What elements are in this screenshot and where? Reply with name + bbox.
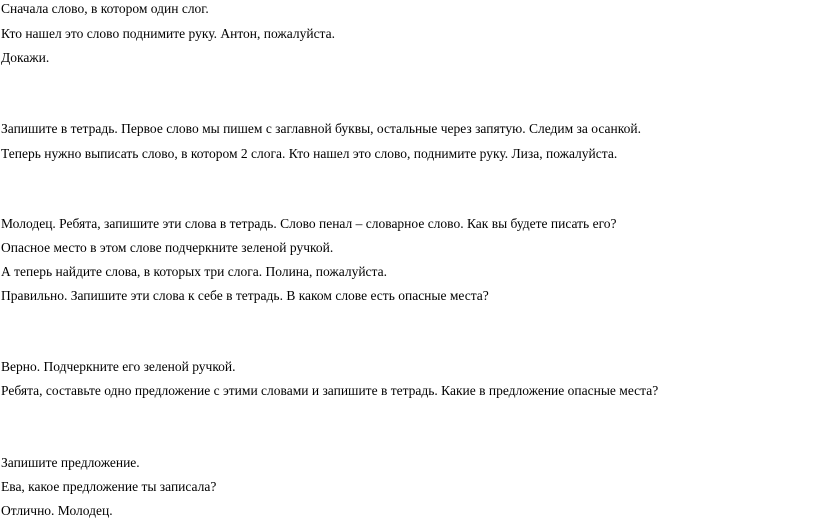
paragraph-line: Отлично. Молодец. — [1, 503, 113, 518]
paragraph-line: Молодец. Ребята, запишите эти слова в тетрадь. Слово пенал – словарное слово. Как вы будете писать его? — [1, 216, 617, 231]
paragraph-line: Докажи. — [1, 50, 50, 65]
paragraph-line: Кто нашел это слово поднимите руку. Антон, пожалуйста. — [1, 26, 335, 41]
paragraph-line: Правильно. Запишите эти слова к себе в тетрадь. В каком слове есть опасные места? — [1, 288, 489, 303]
paragraph-line: Верно. Подчеркните его зеленой ручкой. — [1, 359, 236, 374]
paragraph-line: Опасное место в этом слове подчеркните зеленой ручкой. — [1, 240, 334, 255]
paragraph-line: Запишите предложение. — [1, 455, 140, 470]
paragraph-line: Сначала слово, в котором один слог. — [1, 1, 209, 16]
paragraph-line: Запишите в тетрадь. Первое слово мы пишем с заглавной буквы, остальные через запятую. Следим за осанкой. — [1, 121, 641, 136]
paragraph-line: Ева, какое предложение ты записала? — [1, 479, 217, 494]
paragraph-line: Ребята, составьте одно предложение с этими словами и запишите в тетрадь. Какие в предложение опасные места? — [1, 383, 659, 398]
paragraph-line: Теперь нужно выписать слово, в котором 2 слога. Кто нашел это слово, поднимите руку. Лиза, пожалуйста. — [1, 146, 618, 161]
paragraph-line: А теперь найдите слова, в которых три слога. Полина, пожалуйста. — [1, 264, 387, 279]
